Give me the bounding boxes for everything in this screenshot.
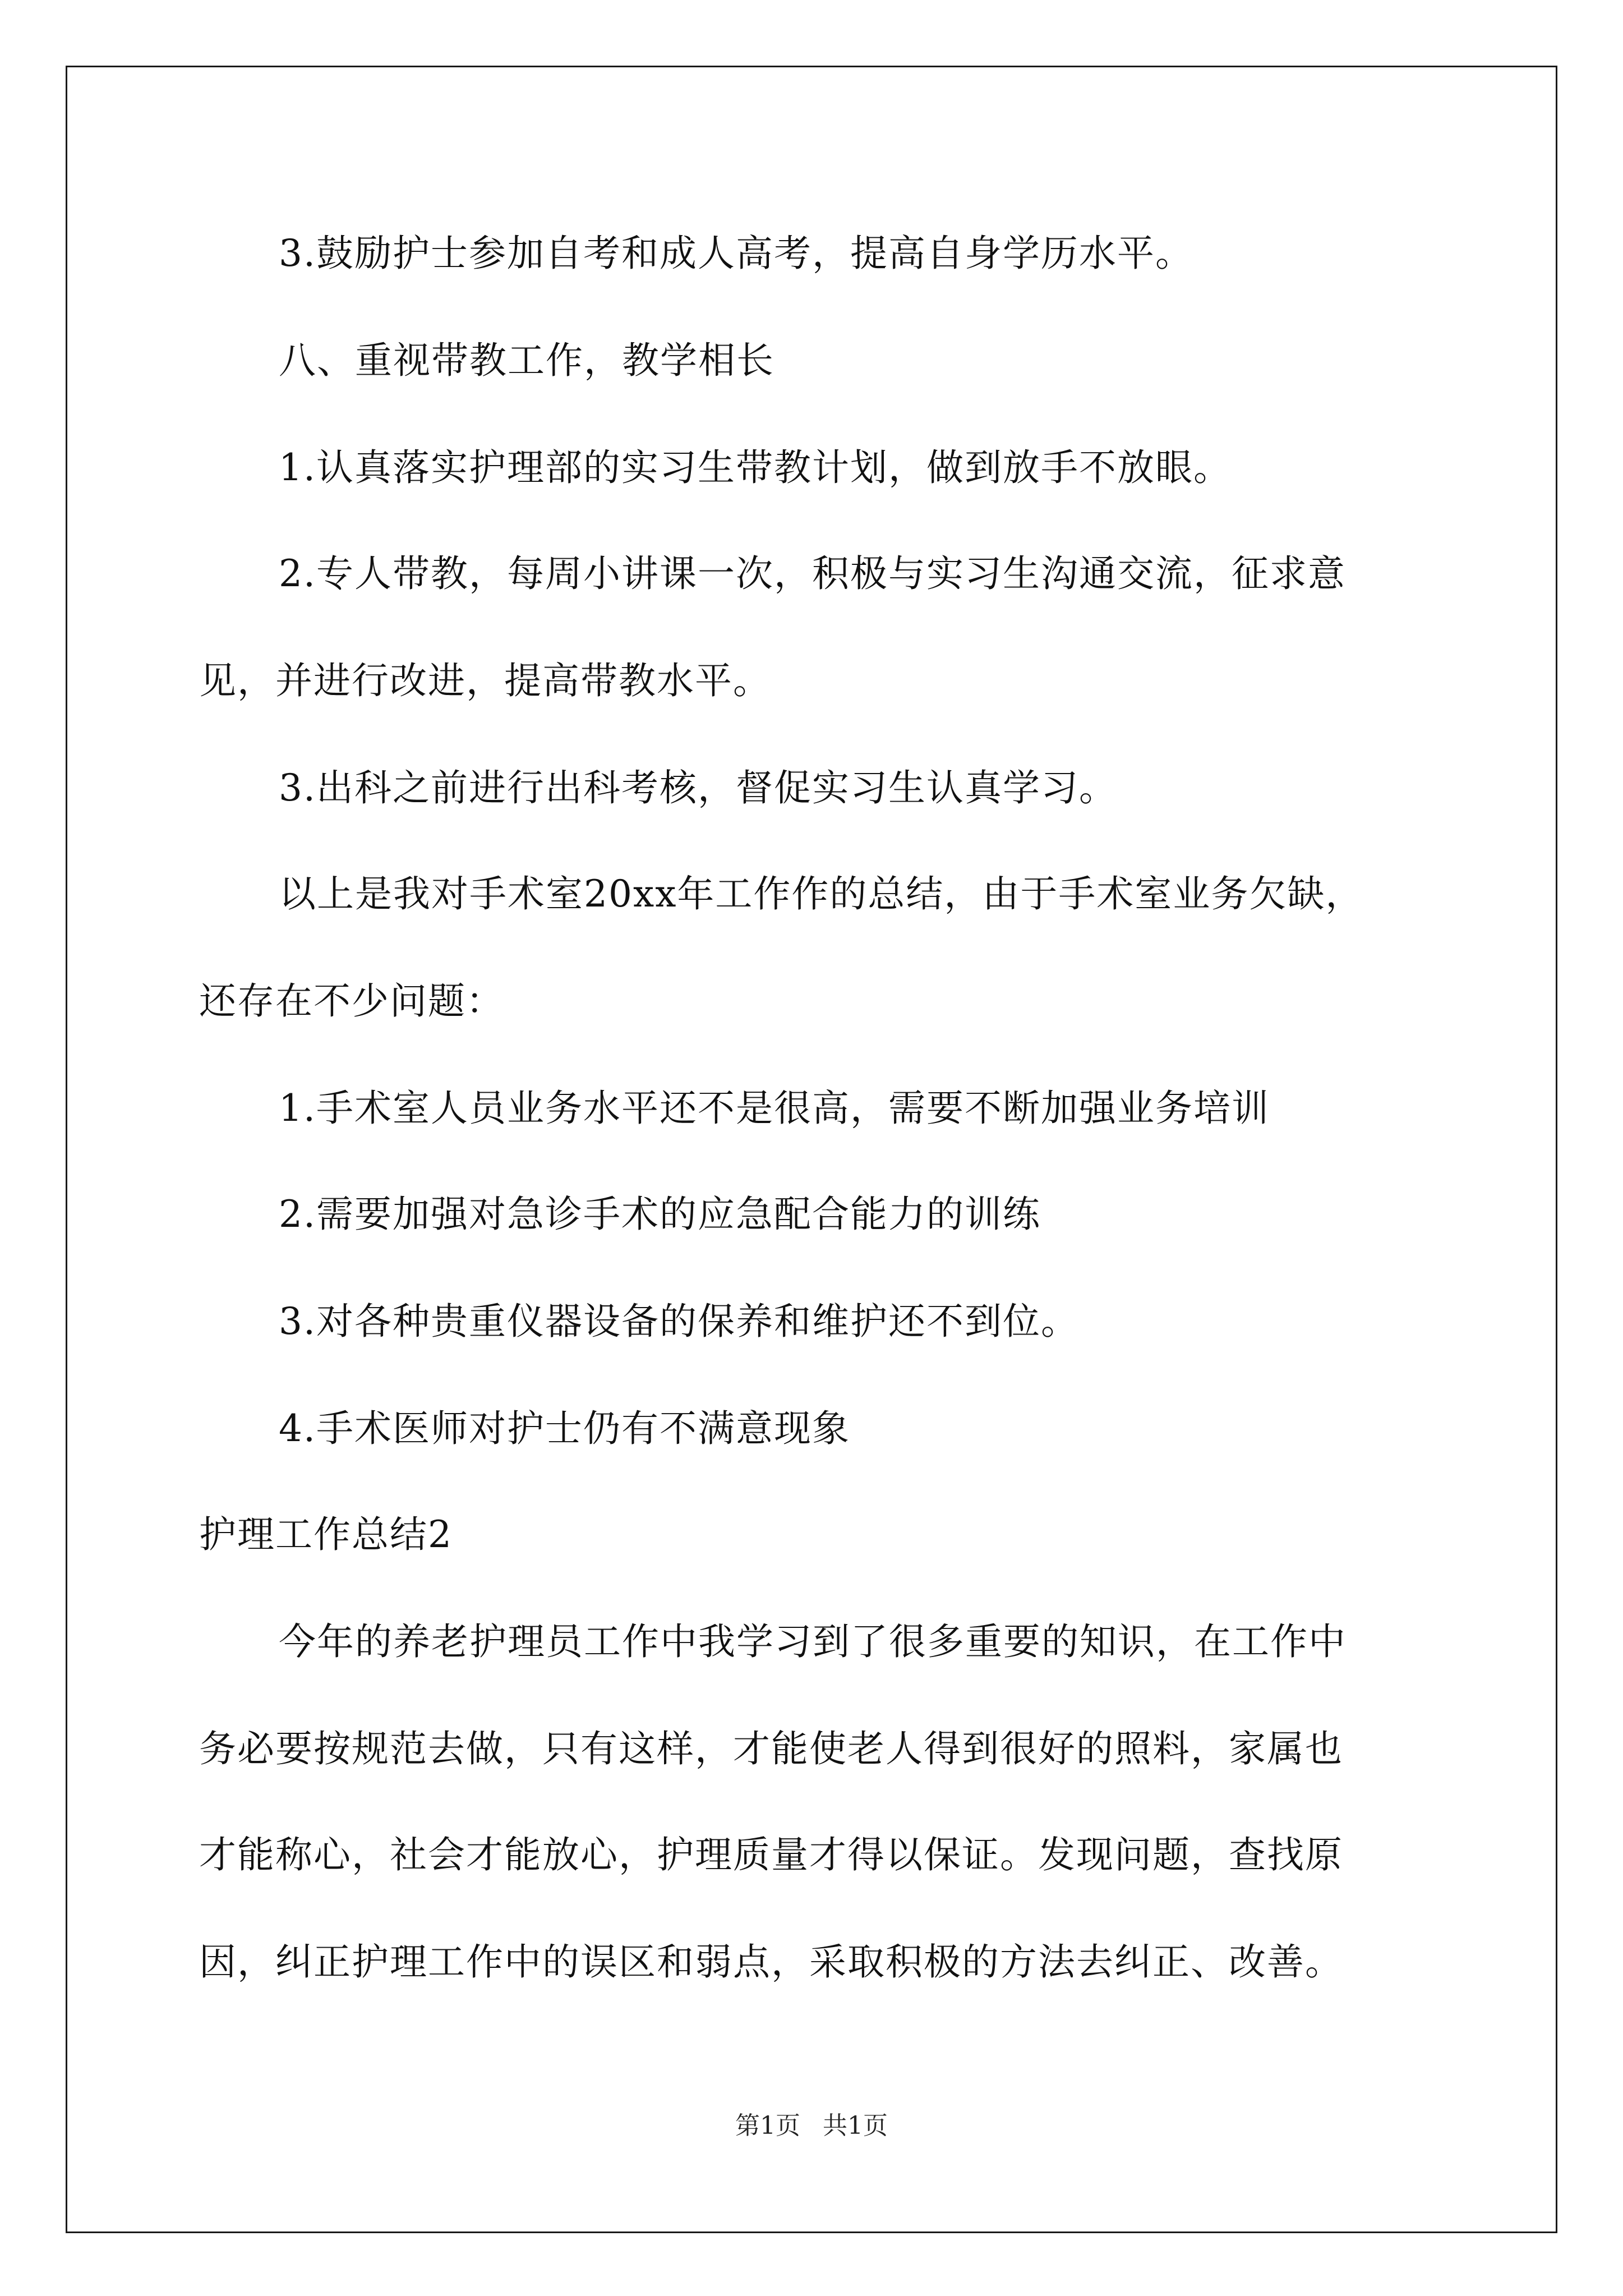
- page-total: 共1页: [823, 2111, 888, 2140]
- paragraph-line: 因，纠正护理工作中的误区和弱点，采取积极的方法去纠正、改善。: [199, 1940, 1343, 1984]
- paragraph-line: 3.对各种贵重仪器设备的保养和维护还不到位。: [279, 1300, 1079, 1343]
- paragraph-line: 3.出科之前进行出科考核，督促实习生认真学习。: [279, 766, 1117, 809]
- paragraph-line: 才能称心，社会才能放心，护理质量才得以保证。发现问题，查找原: [199, 1833, 1343, 1876]
- paragraph-line: 4.手术医师对护士仍有不满意现象: [279, 1407, 850, 1450]
- page-frame: [66, 66, 1557, 2233]
- paragraph-line: 务必要按规范去做，只有这样，才能使老人得到很好的照料，家属也: [199, 1727, 1343, 1770]
- paragraph-line: 还存在不少问题：: [199, 979, 504, 1023]
- paragraph-line: 今年的养老护理员工作中我学习到了很多重要的知识，在工作中: [279, 1620, 1347, 1663]
- paragraph-line: 1.认真落实护理部的实习生带教计划，做到放手不放眼。: [279, 446, 1232, 489]
- paragraph-line: 3.鼓励护士参加自考和成人高考，提高自身学历水平。: [279, 232, 1193, 275]
- page-number: 第1页: [735, 2111, 800, 2140]
- section-heading: 八、重视带教工作，教学相长: [279, 339, 774, 382]
- page-footer: [0, 2110, 1623, 2142]
- paragraph-line: 2.需要加强对急诊手术的应急配合能力的训练: [279, 1193, 1041, 1236]
- paragraph-line: 1.手术室人员业务水平还不是很高，需要不断加强业务培训: [279, 1087, 1270, 1130]
- paragraph-line: 2.专人带教，每周小讲课一次，积极与实习生沟通交流，征求意: [279, 552, 1346, 595]
- paragraph-line: 以上是我对手术室20xx年工作作的总结，由于手术室业务欠缺，: [279, 872, 1364, 915]
- document-section-title: 护理工作总结2: [199, 1513, 453, 1556]
- paragraph-line: 见，并进行改进，提高带教水平。: [199, 659, 771, 702]
